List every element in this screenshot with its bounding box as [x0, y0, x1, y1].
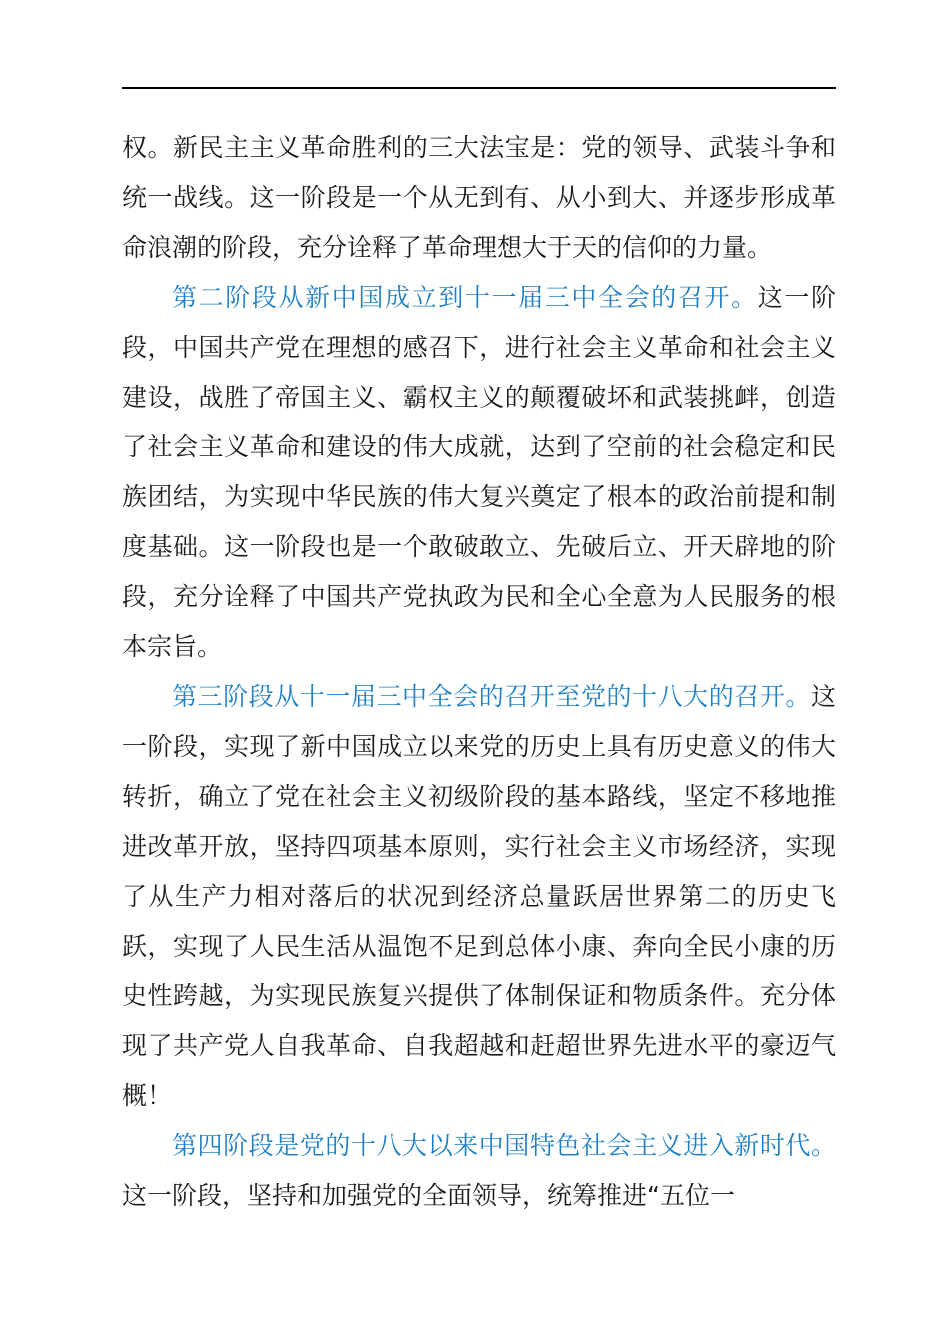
document-body	[122, 123, 836, 1221]
paragraph-stage-4	[122, 1121, 836, 1221]
stage-heading: 第二阶段从新中国成立到十一届三中全会的召开。	[172, 282, 758, 312]
paragraph-stage-2	[122, 273, 836, 672]
paragraph-body: 这一阶段，实现了新中国成立以来党的历史上具有历史意义的伟大转折，确立了党在社会主义初级阶段的基本路线，坚定不移地推进改革开放，坚持四项基本原则，实行社会主义市场经济，实现了从生产力相对落后的状况到经济总量跃居世界第二的历史飞跃，实现了人民生活从温饱不足到总体小康、奔向全民小康的历史性跨越，为实现民族复兴提供了体制保证和物质条件。充分体现了共产党人自我革命、自我超越和赶超世界先进水平的豪迈气概！	[122, 681, 836, 1111]
stage-heading: 第三阶段从十一届三中全会的召开至党的十八大的召开。	[172, 681, 811, 711]
paragraph-body: 这一阶段，坚持和加强党的全面领导，统筹推进“五位一	[122, 1181, 735, 1211]
paragraph-body: 权。新民主主义革命胜利的三大法宝是：党的领导、武装斗争和统一战线。这一阶段是一个从无到有、从小到大、并逐步形成革命浪潮的阶段，充分诠释了革命理想大于天的信仰的力量。	[122, 133, 836, 262]
paragraph-body: 这一阶段，中国共产党在理想的感召下，进行社会主义革命和社会主义建设，战胜了帝国主义、霸权主义的颠覆破坏和武装挑衅，创造了社会主义革命和建设的伟大成就，达到了空前的社会稳定和民族团结，为实现中华民族的伟大复兴奠定了根本的政治前提和制度基础。这一阶段也是一个敢破敢立、先破后立、开天辟地的阶段，充分诠释了中国共产党执政为民和全心全意为人民服务的根本宗旨。	[122, 282, 836, 662]
header-rule	[122, 87, 836, 89]
stage-heading: 第四阶段是党的十八大以来中国特色社会主义进入新时代。	[172, 1131, 836, 1161]
paragraph-continuation	[122, 123, 836, 273]
paragraph-stage-3	[122, 672, 836, 1121]
